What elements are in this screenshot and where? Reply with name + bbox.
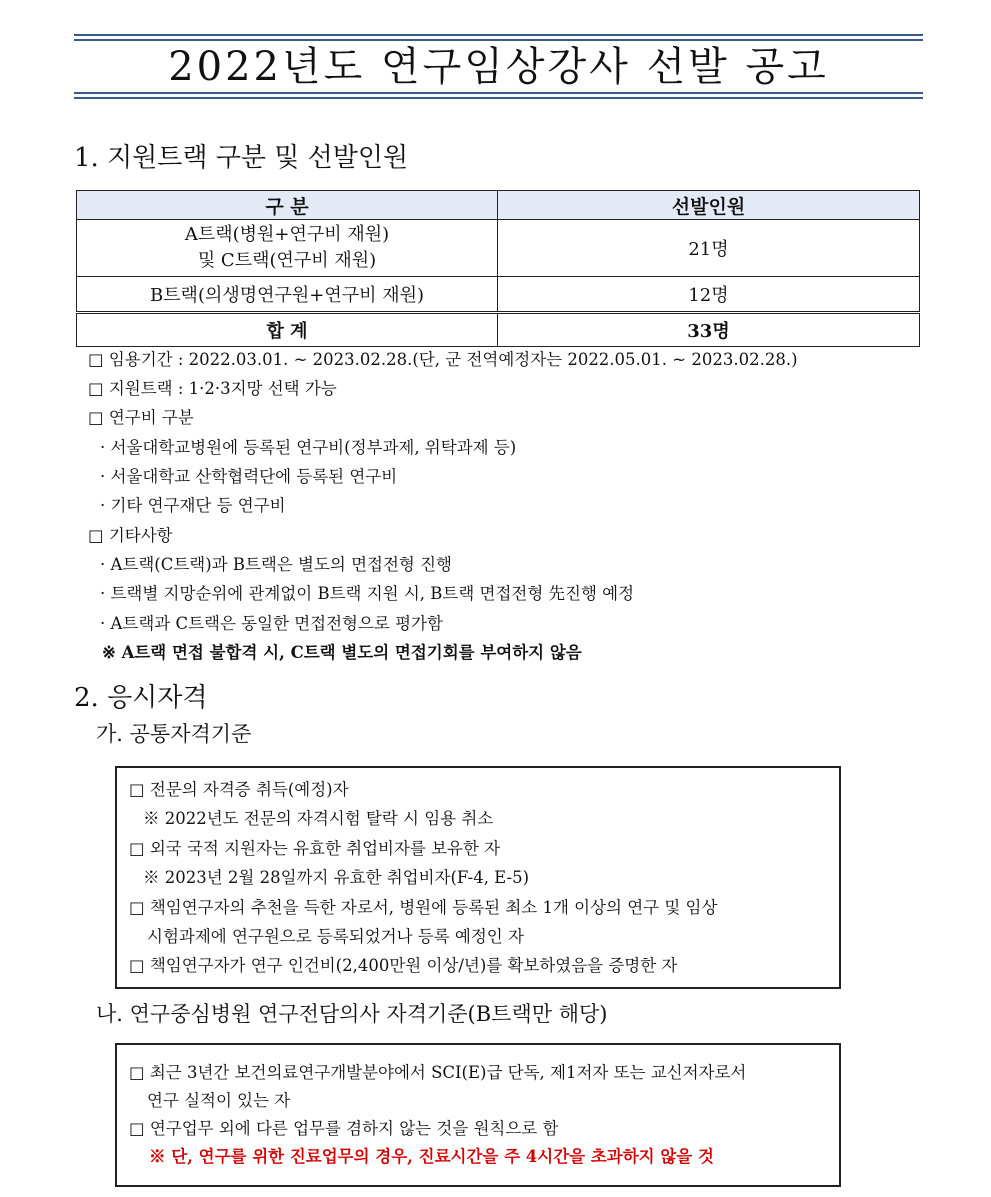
title-rule-bottom-2 bbox=[74, 97, 923, 99]
row-label-line2: 및 C트랙(연구비 재원) bbox=[197, 250, 377, 271]
selection-table bbox=[76, 190, 920, 347]
row-label-line1: A트랙(병원+연구비 재원) bbox=[184, 224, 390, 245]
criteria-line: □ 연구업무 외에 다른 업무를 겸하지 않는 것을 원칙으로 함 bbox=[129, 1119, 559, 1138]
table-row bbox=[77, 277, 920, 313]
sub-b-heading: 나. 연구중심병원 연구전담의사 자격기준(B트랙만 해당) bbox=[96, 1002, 608, 1026]
list-item: □ 연구비 구분 bbox=[88, 408, 194, 427]
table-header-row bbox=[77, 191, 920, 220]
section2-heading: 2. 응시자격 bbox=[74, 683, 208, 713]
header-category: 구 분 bbox=[77, 191, 498, 220]
sub-a-heading: 가. 공통자격기준 bbox=[96, 722, 252, 746]
row-label: B트랙(의생명연구원+연구비 재원) bbox=[77, 277, 498, 313]
total-count: 33명 bbox=[498, 313, 920, 347]
list-item: · 서울대학교 산학협력단에 등록된 연구비 bbox=[100, 467, 398, 486]
title-rule-top bbox=[74, 34, 923, 36]
row-count: 12명 bbox=[498, 277, 920, 313]
criteria-line: ※ 2022년도 전문의 자격시험 탈락 시 임용 취소 bbox=[143, 809, 494, 828]
title-banner bbox=[74, 34, 923, 100]
research-criteria-box bbox=[115, 1043, 841, 1187]
list-item: □ 기타사항 bbox=[88, 526, 173, 545]
criteria-line: 연구 실적이 있는 자 bbox=[147, 1091, 291, 1110]
section1-heading: 1. 지원트랙 구분 및 선발인원 bbox=[74, 143, 409, 173]
list-item: · A트랙과 C트랙은 동일한 면접전형으로 평가함 bbox=[100, 614, 443, 633]
criteria-line: □ 책임연구자의 추천을 득한 자로서, 병원에 등록된 최소 1개 이상의 연구 및 임상 bbox=[129, 898, 718, 917]
total-label: 합 계 bbox=[77, 313, 498, 347]
list-item: · 기타 연구재단 등 연구비 bbox=[100, 496, 286, 515]
criteria-line: □ 최근 3년간 보건의료연구개발분야에서 SCI(E)급 단독, 제1저자 또는 교신저자로서 bbox=[129, 1063, 747, 1082]
list-item: □ 지원트랙 : 1·2·3지망 선택 가능 bbox=[88, 379, 337, 398]
section1-note: ※ A트랙 면접 불합격 시, C트랙 별도의 면접기회를 부여하지 않음 bbox=[102, 643, 582, 662]
criteria-line: ※ 2023년 2월 28일까지 유효한 취업비자(F-4, E-5) bbox=[143, 868, 530, 887]
header-count: 선발인원 bbox=[498, 191, 920, 220]
list-item: · A트랙(C트랙)과 B트랙은 별도의 면접전형 진행 bbox=[100, 555, 452, 574]
criteria-note: ※ 단, 연구를 위한 진료업무의 경우, 진료시간을 주 4시간을 초과하지 않을 것 bbox=[149, 1147, 714, 1166]
title-rule-bottom bbox=[74, 92, 923, 94]
list-item: □ 임용기간 : 2022.03.01. ~ 2023.02.28.(단, 군 전역예정자는 2022.05.01. ~ 2023.02.28.) bbox=[88, 350, 798, 369]
page-title: 2022년도 연구임상강사 선발 공고 bbox=[168, 44, 829, 90]
row-label bbox=[77, 220, 498, 277]
criteria-line: □ 외국 국적 지원자는 유효한 취업비자를 보유한 자 bbox=[129, 839, 501, 858]
row-count: 21명 bbox=[498, 220, 920, 277]
table-row bbox=[77, 220, 920, 277]
criteria-line: 시험과제에 연구원으로 등록되었거나 등록 예정인 자 bbox=[147, 927, 524, 946]
list-item: · 서울대학교병원에 등록된 연구비(정부과제, 위탁과제 등) bbox=[100, 438, 517, 457]
list-item: · 트랙별 지망순위에 관계없이 B트랙 지원 시, B트랙 면접전형 先진행 예정 bbox=[100, 584, 635, 603]
criteria-line: □ 책임연구자가 연구 인건비(2,400만원 이상/년)를 확보하였음을 증명한 자 bbox=[129, 956, 678, 975]
criteria-line: □ 전문의 자격증 취득(예정)자 bbox=[129, 780, 349, 799]
common-criteria-box bbox=[115, 766, 841, 989]
table-total-row bbox=[77, 313, 920, 347]
